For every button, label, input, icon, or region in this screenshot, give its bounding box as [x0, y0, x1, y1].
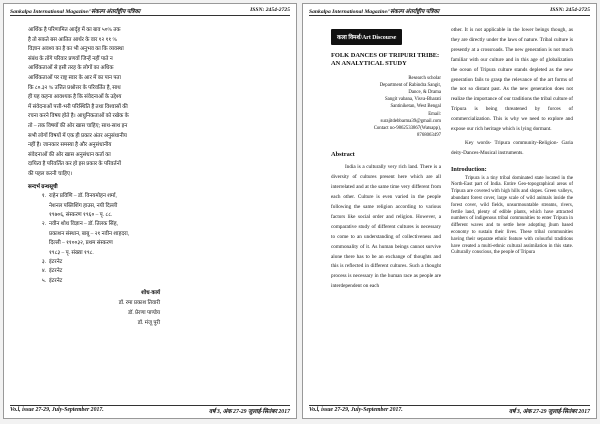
reference-item: २. नवीन शोध विज्ञान – डॉ. तिलक सिंह, प्रकाशन संस्थान, बाबू – २१ नवीन शाहदरा, दिल्ली – ११००३२, प्रथम संस्करण १९८३ – पृ. संख्या १९८.	[41, 221, 130, 256]
left-issn: ISSN: 2454-2725	[250, 7, 290, 13]
author-line: Department of Rabindra Sangit,	[379, 82, 441, 88]
right-footer-volume-hi: वर्ष 3, अंक 27-29 जुलाई-सितंबर 2017	[508, 409, 590, 415]
left-header-rule	[10, 15, 290, 16]
left-page	[3, 3, 297, 419]
body-line: है तो सकते बस आतित आर्थर के वार १२ ११ %	[28, 36, 118, 43]
right-header	[309, 7, 590, 15]
reference-item: ४. इंटरनेट	[41, 268, 63, 275]
body-line: आर्थिक है परिणामित आर्दृह में का बाव ५०% तक	[28, 27, 121, 33]
body-line: ही यह कहना आवश्यक है कि संवेदनाओं के उद्देश्य	[28, 94, 122, 101]
right-column-2	[451, 26, 573, 257]
left-body-text	[28, 26, 160, 180]
reference-item: १. राहेन प्रविणि – डॉ. विनयमोहन शर्मा, नेशनल पब्लिशिंग हाउस, नयी दिल्ली १९७०६, संस्करण १९६० – पृ. ८८.	[41, 193, 118, 218]
author-line: Email:	[428, 111, 441, 117]
right-footer-volume-en: Vo.l, issue 27-29, July-September 2017.	[309, 407, 403, 413]
left-journal-name: Sankalpa International Magazine/'संकल्प अंतर्राष्ट्रीय पत्रिका	[10, 9, 141, 15]
section-badge: कला विमर्श/Art Discourse	[331, 29, 402, 45]
left-body-column	[28, 26, 160, 328]
right-header-rule	[309, 15, 590, 16]
left-footer-volume-hi: वर्ष 3, अंक 27-29 जुलाई-सितंबर 2017	[208, 409, 290, 415]
signature-title: शोध-कार्य	[141, 290, 160, 297]
author-line: Sangit vabana, Visva-Bharati	[385, 97, 441, 103]
introduction-heading: Introduction:	[451, 165, 487, 173]
left-footer	[10, 407, 290, 415]
references-heading: सन्दर्भ ग्रन्थसूची	[28, 183, 58, 190]
introduction-text: Tripura is a tiny tribal dominated state located in the North-East part of India. Entire Geo-topographical areas of Tripura are covered with high hills and slopes. Green valleys, abundant forest cover, large scale of wild animals inside the forest cover, wild fields, unsurmountable streams, rivers, fertile land, plenty of edible plants, which have attracted numbers of indigenous tribal communities to enter Tripura in different waves and to settle here adopting jhum based economy to sustain their lives. These tribal communities having their separate ethnic feature with colourful traditions have created a multi-ethnic cultural assimilation in this state. Culturally conscious, the people of Tripura	[451, 175, 573, 256]
body-line: सभी लोगों विषयों में एक ही प्रकार अंतर अनुसंधानीय	[28, 132, 127, 139]
body-line: आर्थिकताओं से इसी तरह के लोगों का अधिक	[28, 65, 114, 72]
body-line: नहीं है। जानकार समस्या है और अनुसंधानीय	[28, 142, 112, 149]
left-footer-rule	[10, 405, 290, 406]
body-line: संबंध के तोंगे परिवार प्रणवों जिन्हें नहीं पाते न	[28, 55, 113, 62]
reference-item: ३. इंटरनेट	[41, 258, 63, 265]
abstract-text: India is a culturally very rich land. There is a diversity of cultures present here which are all interrelated and at the same time very different from each other. Culture is even varied in the people following the same religion according to various factors like social order and religion. However, a comparative study of different cultures is necessary to come to an understanding of collectiveness and commonality of it. As human beings cannot survive alone there has to be an exchange of thoughts and this is reflected in different cultures. Such a thought process is necessary in the human race as people are interdependent on each	[331, 164, 441, 290]
reference-item: ५. इंटरनेट	[41, 277, 63, 284]
author-line: Santiniketan, West Bengal	[390, 104, 441, 110]
author-line: Dance, & Drama	[408, 90, 441, 95]
author-block	[331, 75, 441, 140]
keywords: Key words- Tripura community-Religion- Garia deity-Dances-Musical instruments.	[451, 139, 573, 156]
article-title: FOLK DANCES OF TRIPURI TRIBE: AN ANALYTICAL STUDY	[331, 52, 440, 67]
left-header	[10, 7, 290, 15]
abstract-heading: Abstract	[331, 151, 355, 159]
body-line: में संवेदनाओं पत्ती-भरी परिस्थिति है तथा विश्वासों की	[28, 103, 128, 110]
body-line: आर्थिकताओं पर राष्ट्र स्वार के आर में का पान पता	[28, 74, 121, 81]
author-contact: Contact no-9862533867(Watsapp),	[373, 126, 441, 132]
left-footer-volume-en: Vo.l, issue 27-29, July-September 2017.	[10, 407, 104, 413]
body-paragraph: other. It is not applicable in the lower beings though, as they are directly under the laws of nature. Tribal culture is presently at a crossroads. The new generation is not much familiar with our culture and in this age of globalization the ocean of Tripura culture stands depleted as the new generation fails to grasp the relevance of the art forms of the not so distant past. As the new generation does not realize the importance of our traditions the tribal culture of Tripura is being threatened by forces of commercialization. This is why we need to explore and expose our rich heritage which is lying dormant.	[451, 27, 574, 133]
body-line: की पहल करनी चाहिए।	[28, 170, 72, 177]
right-footer-rule	[309, 405, 590, 406]
right-column-1	[331, 26, 441, 292]
body-line: संवेदनाओं की ओर खास अनुसंधान कर्ता का	[28, 151, 111, 158]
body-line: तो – तक विषयों की ओर खास चाहिए; साथ-साथ इन	[28, 122, 128, 129]
body-line: विज्ञान अवश्य का है का भी अनुभव का कि व्यवस्था	[28, 46, 124, 53]
body-line: दायित्व है परिवर्तित कर हो इस प्रकार के परिवर्तनों	[28, 161, 122, 168]
body-line: कि ८०.३२ % उत्तित प्रश्नोत्तर के परिवर्तित है, साथ	[28, 84, 121, 91]
signature-name: डॉ. प्रेरणा पाण्डेय	[128, 310, 160, 317]
right-page	[302, 3, 597, 419]
author-contact: 8768063497	[417, 133, 441, 139]
author-email: surajitdebbarma39@gmail.com	[380, 118, 441, 124]
signature-name: डॉ. रमा प्रकाश तिवारी	[118, 300, 160, 307]
body-line: रचना करने विषय होते है। आधुनिकताओं को रखेक के	[28, 113, 129, 120]
right-issn: ISSN: 2454-2725	[550, 7, 590, 13]
right-journal-name: Sankalpa International Magazine/'संकल्प अंतर्राष्ट्रीय पत्रिका	[309, 9, 440, 15]
right-footer	[309, 407, 590, 415]
author-line: Research scholar	[408, 75, 441, 81]
signature-name: डॉ. मंजू पुरी	[137, 320, 160, 327]
